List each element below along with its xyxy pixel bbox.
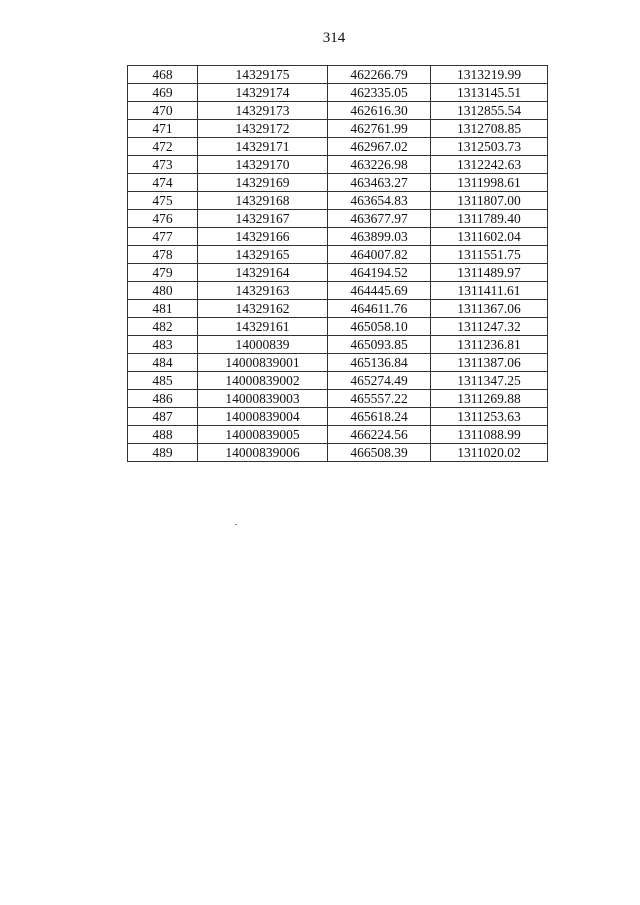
y-coordinate-cell: 1313219.99 (431, 66, 548, 84)
x-coordinate-cell: 464194.52 (328, 264, 431, 282)
row-number-cell: 468 (128, 66, 198, 84)
x-coordinate-cell: 463226.98 (328, 156, 431, 174)
row-number-cell: 477 (128, 228, 198, 246)
point-code-cell: 14000839004 (198, 408, 328, 426)
point-code-cell: 14000839005 (198, 426, 328, 444)
y-coordinate-cell: 1311088.99 (431, 426, 548, 444)
row-number-cell: 475 (128, 192, 198, 210)
y-coordinate-cell: 1312503.73 (431, 138, 548, 156)
table-row (128, 174, 548, 192)
table-body (128, 66, 548, 462)
table-row (128, 408, 548, 426)
page-number: 314 (322, 30, 346, 46)
row-number-cell: 474 (128, 174, 198, 192)
table-row (128, 318, 548, 336)
x-coordinate-cell: 465058.10 (328, 318, 431, 336)
table-row (128, 246, 548, 264)
table-row (128, 264, 548, 282)
point-code-cell: 14329169 (198, 174, 328, 192)
point-code-cell: 14329167 (198, 210, 328, 228)
row-number-cell: 482 (128, 318, 198, 336)
y-coordinate-cell: 1311411.61 (431, 282, 548, 300)
row-number-cell: 473 (128, 156, 198, 174)
y-coordinate-cell: 1311347.25 (431, 372, 548, 390)
table-row (128, 444, 548, 462)
row-number-cell: 480 (128, 282, 198, 300)
point-code-cell: 14329162 (198, 300, 328, 318)
x-coordinate-cell: 462335.05 (328, 84, 431, 102)
table-row (128, 138, 548, 156)
row-number-cell: 486 (128, 390, 198, 408)
row-number-cell: 471 (128, 120, 198, 138)
table-row (128, 192, 548, 210)
row-number-cell: 469 (128, 84, 198, 102)
x-coordinate-cell: 466224.56 (328, 426, 431, 444)
table-row (128, 84, 548, 102)
point-code-cell: 14000839006 (198, 444, 328, 462)
x-coordinate-cell: 465618.24 (328, 408, 431, 426)
point-code-cell: 14329173 (198, 102, 328, 120)
y-coordinate-cell: 1313145.51 (431, 84, 548, 102)
x-coordinate-cell: 466508.39 (328, 444, 431, 462)
row-number-cell: 472 (128, 138, 198, 156)
table-row (128, 390, 548, 408)
row-number-cell: 484 (128, 354, 198, 372)
point-code-cell: 14000839001 (198, 354, 328, 372)
x-coordinate-cell: 463654.83 (328, 192, 431, 210)
table-row (128, 228, 548, 246)
point-code-cell: 14329175 (198, 66, 328, 84)
x-coordinate-cell: 462967.02 (328, 138, 431, 156)
row-number-cell: 487 (128, 408, 198, 426)
table-row (128, 300, 548, 318)
x-coordinate-cell: 463899.03 (328, 228, 431, 246)
x-coordinate-cell: 463463.27 (328, 174, 431, 192)
point-code-cell: 14329163 (198, 282, 328, 300)
y-coordinate-cell: 1311602.04 (431, 228, 548, 246)
coordinate-table (127, 65, 548, 462)
y-coordinate-cell: 1312855.54 (431, 102, 548, 120)
y-coordinate-cell: 1312708.85 (431, 120, 548, 138)
point-code-cell: 14329170 (198, 156, 328, 174)
table-row (128, 426, 548, 444)
x-coordinate-cell: 464611.76 (328, 300, 431, 318)
table-row (128, 120, 548, 138)
y-coordinate-cell: 1311247.32 (431, 318, 548, 336)
point-code-cell: 14329165 (198, 246, 328, 264)
row-number-cell: 488 (128, 426, 198, 444)
point-code-cell: 14000839003 (198, 390, 328, 408)
row-number-cell: 481 (128, 300, 198, 318)
y-coordinate-cell: 1311387.06 (431, 354, 548, 372)
table-row (128, 354, 548, 372)
row-number-cell: 470 (128, 102, 198, 120)
scan-speck (235, 524, 237, 525)
point-code-cell: 14329174 (198, 84, 328, 102)
table-row (128, 336, 548, 354)
point-code-cell: 14329161 (198, 318, 328, 336)
x-coordinate-cell: 465136.84 (328, 354, 431, 372)
table-row (128, 372, 548, 390)
point-code-cell: 14329171 (198, 138, 328, 156)
table-row (128, 66, 548, 84)
point-code-cell: 14329164 (198, 264, 328, 282)
row-number-cell: 489 (128, 444, 198, 462)
point-code-cell: 14329168 (198, 192, 328, 210)
x-coordinate-cell: 463677.97 (328, 210, 431, 228)
table-row (128, 102, 548, 120)
table-row (128, 210, 548, 228)
point-code-cell: 14329166 (198, 228, 328, 246)
x-coordinate-cell: 465557.22 (328, 390, 431, 408)
row-number-cell: 478 (128, 246, 198, 264)
x-coordinate-cell: 462266.79 (328, 66, 431, 84)
y-coordinate-cell: 1311253.63 (431, 408, 548, 426)
y-coordinate-cell: 1311367.06 (431, 300, 548, 318)
y-coordinate-cell: 1311789.40 (431, 210, 548, 228)
row-number-cell: 476 (128, 210, 198, 228)
y-coordinate-cell: 1311020.02 (431, 444, 548, 462)
x-coordinate-cell: 465274.49 (328, 372, 431, 390)
row-number-cell: 485 (128, 372, 198, 390)
y-coordinate-cell: 1311807.00 (431, 192, 548, 210)
y-coordinate-cell: 1311269.88 (431, 390, 548, 408)
y-coordinate-cell: 1311998.61 (431, 174, 548, 192)
y-coordinate-cell: 1311489.97 (431, 264, 548, 282)
x-coordinate-cell: 464007.82 (328, 246, 431, 264)
point-code-cell: 14000839 (198, 336, 328, 354)
x-coordinate-cell: 462616.30 (328, 102, 431, 120)
y-coordinate-cell: 1311236.81 (431, 336, 548, 354)
point-code-cell: 14329172 (198, 120, 328, 138)
point-code-cell: 14000839002 (198, 372, 328, 390)
x-coordinate-cell: 465093.85 (328, 336, 431, 354)
y-coordinate-cell: 1311551.75 (431, 246, 548, 264)
x-coordinate-cell: 464445.69 (328, 282, 431, 300)
row-number-cell: 483 (128, 336, 198, 354)
table-row (128, 282, 548, 300)
x-coordinate-cell: 462761.99 (328, 120, 431, 138)
y-coordinate-cell: 1312242.63 (431, 156, 548, 174)
table-row (128, 156, 548, 174)
row-number-cell: 479 (128, 264, 198, 282)
